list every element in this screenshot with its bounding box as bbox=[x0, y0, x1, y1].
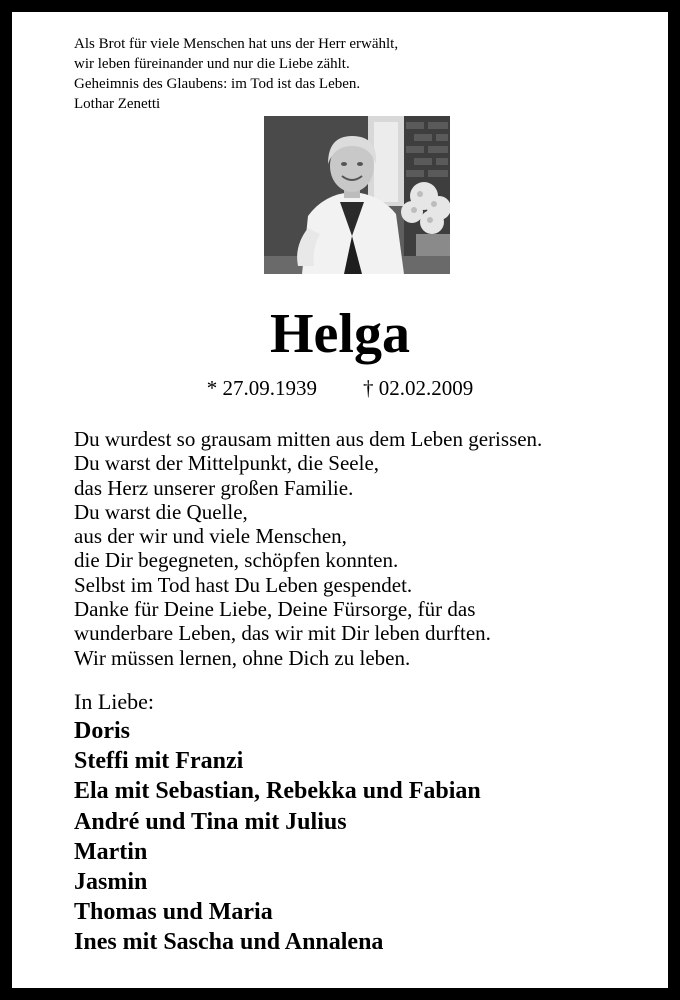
epigraph-author: Lothar Zenetti bbox=[74, 96, 161, 112]
memorial-line: Danke für Deine Liebe, Deine Fürsorge, für das bbox=[74, 597, 476, 622]
deceased-name: Helga bbox=[270, 303, 410, 365]
memorial-line: Wir müssen lernen, ohne Dich zu leben. bbox=[74, 645, 411, 670]
memorial-text bbox=[74, 427, 634, 670]
mourner-name: André und Tina mit Julius bbox=[74, 808, 347, 835]
mourner-name: Doris bbox=[74, 718, 130, 744]
life-dates bbox=[0, 374, 680, 402]
mourners-list bbox=[74, 716, 654, 958]
epigraph-line: Als Brot für viele Menschen hat uns der Herr erwählt, bbox=[74, 36, 399, 52]
mourner-name: Ines mit Sascha und Annalena bbox=[74, 929, 384, 956]
mourner-name: Jasmin bbox=[74, 869, 148, 896]
memorial-line: Selbst im Tod hast Du Leben gespendet. bbox=[74, 572, 413, 597]
epigraph-line: wir leben füreinander und nur die Liebe zählt. bbox=[74, 56, 350, 72]
mourner-name: Steffi mit Franzi bbox=[74, 748, 244, 775]
epigraph-line: Geheimnis des Glaubens: im Tod ist das Leben. bbox=[74, 76, 361, 92]
memorial-line: Du wurdest so grausam mitten aus dem Leben gerissen. bbox=[74, 427, 543, 451]
memorial-line: Du warst die Quelle, bbox=[74, 499, 248, 524]
mourner-name: Martin bbox=[74, 838, 148, 865]
memorial-line: wunderbare Leben, das wir mit Dir leben durften. bbox=[74, 621, 491, 646]
epigraph-quote bbox=[74, 34, 594, 114]
death-date: † 02.02.2009 bbox=[363, 376, 474, 400]
portrait-photo bbox=[264, 116, 450, 274]
in-love-label: In Liebe: bbox=[74, 689, 155, 714]
memorial-line: das Herz unserer großen Familie. bbox=[74, 475, 354, 500]
mourner-name: Thomas und Maria bbox=[74, 899, 273, 926]
birth-date: * 27.09.1939 bbox=[206, 376, 317, 400]
mourner-name: Ela mit Sebastian, Rebekka und Fabian bbox=[74, 778, 481, 805]
memorial-line: die Dir begegneten, schöpfen konnten. bbox=[74, 548, 399, 573]
memorial-line: aus der wir und viele Menschen, bbox=[74, 524, 347, 549]
memorial-line: Du warst der Mittelpunkt, die Seele, bbox=[74, 451, 380, 476]
